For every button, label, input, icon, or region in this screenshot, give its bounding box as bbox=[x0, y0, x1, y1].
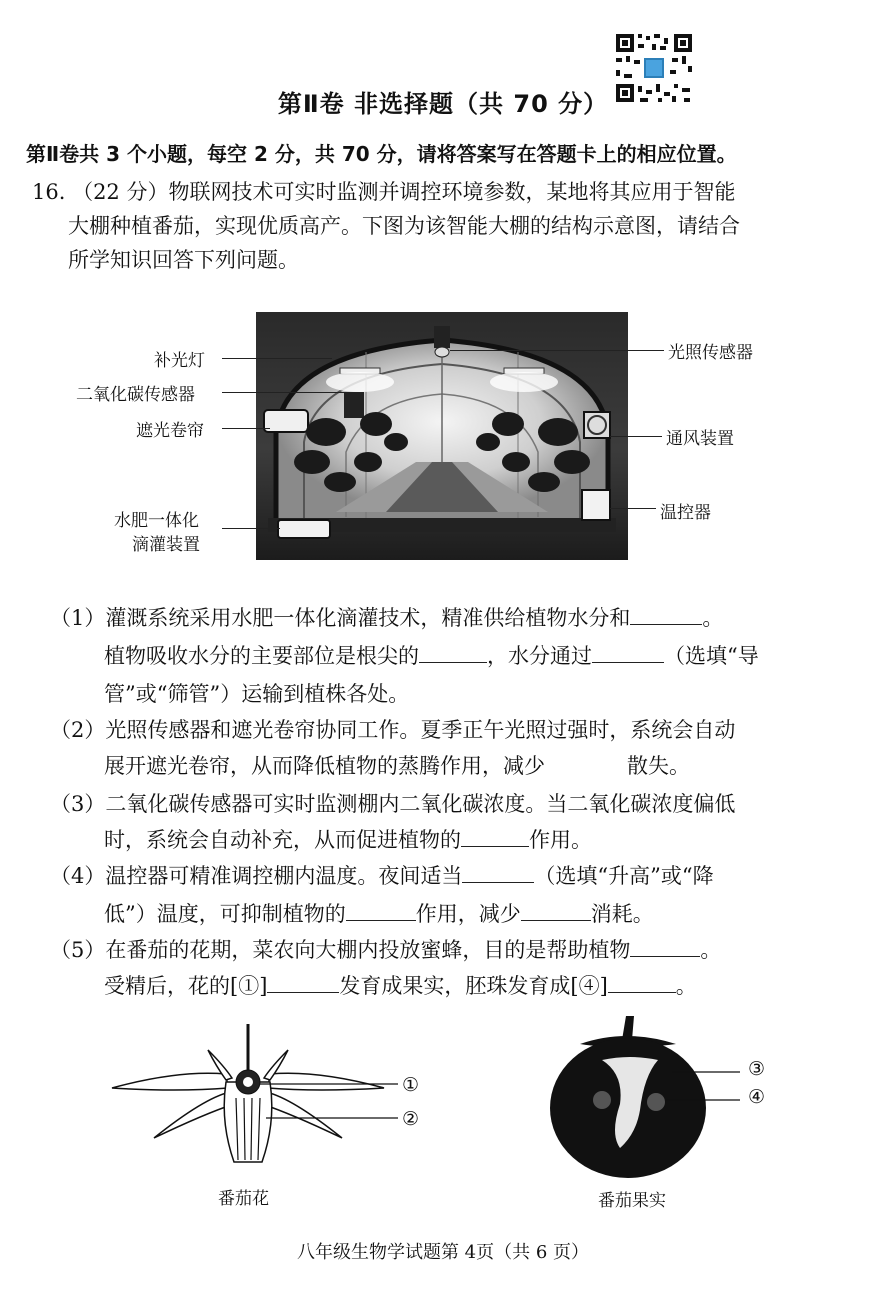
q4-text-2b: 作用，减少 bbox=[415, 902, 521, 926]
section-instruction: 第Ⅱ卷共 3 个小题，每空 2 分，共 70 分，请将答案写在答题卡上的相应位置。 bbox=[26, 142, 737, 166]
q2-text-2b: 散失。 bbox=[627, 754, 690, 778]
q1-line-3: 管”或“筛管”）运输到植株各处。 bbox=[104, 682, 410, 706]
label-shade-curtain: 遮光卷帘 bbox=[136, 421, 204, 441]
leader-grow-light bbox=[222, 358, 332, 359]
leader-light-sensor bbox=[450, 350, 664, 351]
tomato-fruit-diagram bbox=[540, 1014, 740, 1188]
q1-line-2 bbox=[104, 640, 759, 670]
q1-text-2c: （选填“导 bbox=[664, 644, 759, 668]
q3-text-2a: 时，系统会自动补充，从而促进植物的 bbox=[104, 828, 461, 852]
leader-co2-sensor bbox=[222, 392, 344, 393]
q4-blank-1[interactable] bbox=[462, 862, 534, 883]
leader-drip bbox=[222, 528, 280, 529]
label-drip-line-1: 水肥一体化 bbox=[114, 511, 199, 531]
flower-marker-1: ① bbox=[402, 1074, 420, 1096]
q4-blank-2[interactable] bbox=[346, 900, 416, 921]
q3-blank-1[interactable] bbox=[461, 826, 529, 847]
q5-text-2b: 发育成果实，胚珠发育成[④] bbox=[339, 974, 608, 998]
q1-blank-1[interactable] bbox=[630, 604, 702, 625]
label-grow-light: 补光灯 bbox=[154, 351, 205, 371]
label-co2-sensor: 二氧化碳传感器 bbox=[76, 385, 195, 405]
q5-line-2 bbox=[104, 970, 697, 1000]
q5-text-2a: 受精后，花的[①] bbox=[104, 974, 268, 998]
q1-text-2a: 植物吸收水分的主要部位是根尖的 bbox=[104, 644, 419, 668]
q5-text-1b: 。 bbox=[700, 938, 722, 962]
label-light-sensor: 光照传感器 bbox=[668, 343, 753, 363]
q5-text-1a: （5）在番茄的花期，菜农向大棚内投放蜜蜂，目的是帮助植物 bbox=[50, 938, 631, 962]
fruit-marker-3: ③ bbox=[748, 1058, 766, 1080]
q1-text-2b: ，水分通过 bbox=[487, 644, 592, 668]
q2-text-2a: 展开遮光卷帘，从而降低植物的蒸腾作用，减少 bbox=[104, 754, 545, 778]
q16-intro-line-1: 16. （22 分）物联网技术可实时监测并调控环境参数，某地将其应用于智能 bbox=[32, 180, 736, 204]
flower-caption: 番茄花 bbox=[218, 1189, 269, 1209]
q1-blank-3[interactable] bbox=[592, 642, 664, 663]
q2-line-1: （2）光照传感器和遮光卷帘协同工作。夏季正午光照过强时，系统会自动 bbox=[50, 718, 736, 742]
label-thermostat: 温控器 bbox=[660, 503, 711, 523]
q4-line-1 bbox=[50, 860, 714, 890]
q16-intro-line-3: 所学知识回答下列问题。 bbox=[68, 248, 299, 272]
q1-text-1b: 。 bbox=[702, 606, 724, 630]
q16-intro-line-2: 大棚种植番茄，实现优质高产。下图为该智能大棚的结构示意图，请结合 bbox=[68, 214, 740, 238]
q2-line-2 bbox=[104, 750, 690, 780]
q4-text-1a: （4）温控器可精准调控棚内温度。夜间适当 bbox=[50, 864, 463, 888]
q3-line-1: （3）二氧化碳传感器可实时监测棚内二氧化碳浓度。当二氧化碳浓度偏低 bbox=[50, 792, 736, 816]
q4-line-2 bbox=[104, 898, 654, 928]
q1-line-1 bbox=[50, 602, 723, 632]
q1-text-1a: （1）灌溉系统采用水肥一体化滴灌技术，精准供给植物水分和 bbox=[50, 606, 631, 630]
page-footer: 八年级生物学试题第 4页（共 6 页） bbox=[296, 1242, 590, 1263]
fruit-caption: 番茄果实 bbox=[598, 1191, 666, 1211]
label-drip-line-2: 滴灌装置 bbox=[132, 535, 200, 555]
q1-blank-2[interactable] bbox=[419, 642, 487, 663]
q3-line-2 bbox=[104, 824, 592, 854]
q4-blank-3[interactable] bbox=[521, 900, 591, 921]
label-ventilation: 通风装置 bbox=[666, 429, 734, 449]
fruit-marker-4: ④ bbox=[748, 1086, 766, 1108]
q5-blank-3[interactable] bbox=[608, 972, 676, 993]
q5-line-1 bbox=[50, 934, 721, 964]
q5-text-2c: 。 bbox=[675, 974, 697, 998]
leader-shade-curtain bbox=[222, 428, 270, 429]
q4-text-2a: 低”）温度，可抑制植物的 bbox=[104, 902, 346, 926]
leader-thermostat bbox=[610, 508, 656, 509]
leader-ventilation bbox=[610, 436, 662, 437]
q5-blank-1[interactable] bbox=[630, 936, 700, 957]
q4-text-2c: 消耗。 bbox=[590, 902, 654, 926]
q4-text-1b: （选填“升高”或“降 bbox=[534, 864, 714, 888]
section-title: 第Ⅱ卷 非选择题（共 70 分） bbox=[277, 90, 609, 118]
q3-text-2b: 作用。 bbox=[529, 828, 592, 852]
q5-blank-2[interactable] bbox=[267, 972, 339, 993]
flower-marker-2: ② bbox=[402, 1108, 420, 1130]
tomato-flower-diagram bbox=[108, 1022, 398, 1176]
